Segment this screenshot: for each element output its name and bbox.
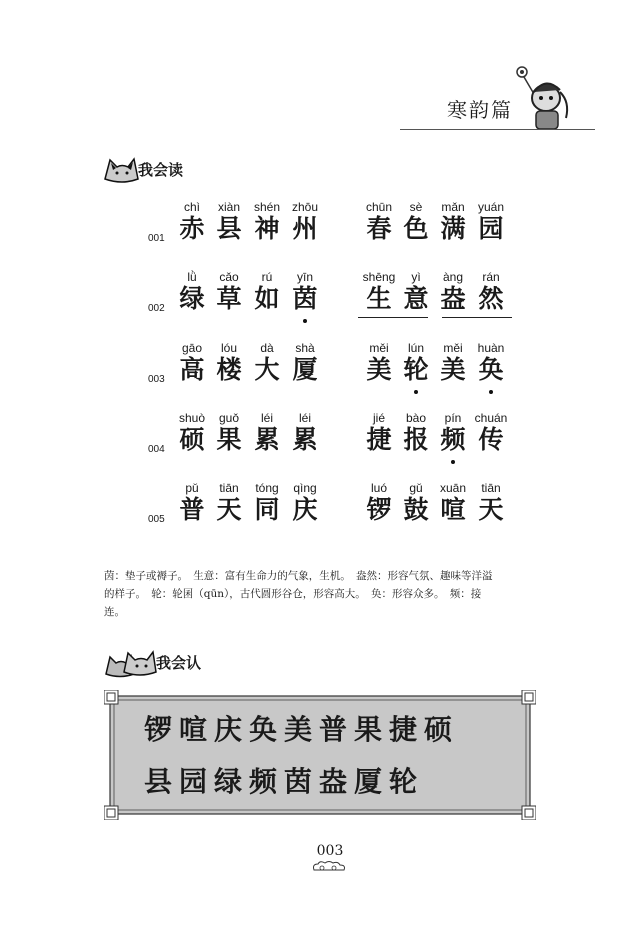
- page-section-title: 寒韵篇: [447, 98, 513, 122]
- recognize-line: 县园绿频茵盎厦轮: [144, 765, 425, 798]
- vocab-row: [148, 481, 528, 551]
- hanzi: 盎: [440, 284, 466, 313]
- note-line: 的样子。 轮：轮囷（qūn），古代圆形谷仓，形容高大。 奂：形容众多。 频：接: [104, 588, 482, 600]
- hanzi: 锣: [366, 495, 392, 524]
- hanzi: 轮: [403, 355, 429, 384]
- hanzi: 奂: [478, 355, 504, 384]
- hanzi: 神: [254, 214, 280, 243]
- hanzi: 赤: [179, 214, 205, 243]
- hanzi: 满: [440, 214, 466, 243]
- hanzi: 意: [403, 284, 429, 313]
- hanzi: 天: [216, 495, 242, 524]
- hanzi: 厦: [292, 355, 318, 384]
- hanzi: 天: [478, 495, 504, 524]
- vocab-row: [148, 411, 528, 481]
- hanzi: 普: [179, 495, 205, 524]
- hanzi: 大: [254, 355, 280, 384]
- row-number: 001: [148, 233, 165, 244]
- pinyin: guǒ: [218, 411, 240, 425]
- pinyin: léi: [298, 411, 311, 425]
- pinyin: cǎo: [219, 270, 239, 284]
- hanzi: 楼: [216, 355, 242, 384]
- pinyin: shà: [295, 341, 315, 355]
- vocab-row: [148, 341, 528, 411]
- hanzi: 捷: [366, 425, 392, 454]
- row-number: 002: [148, 303, 165, 314]
- pinyin: tiān: [219, 481, 239, 495]
- pinyin: dà: [260, 341, 274, 355]
- pinyin: tiān: [481, 481, 501, 495]
- pinyin: lóu: [220, 341, 237, 355]
- vocab-row: [148, 270, 528, 340]
- pinyin: àng: [442, 270, 464, 284]
- hanzi: 草: [216, 284, 242, 313]
- hanzi: 春: [366, 214, 392, 243]
- page-number: 003: [316, 843, 344, 859]
- pinyin: mǎn: [441, 200, 465, 214]
- hanzi: 州: [292, 214, 318, 243]
- pinyin: chuán: [474, 411, 508, 425]
- hanzi: 绿: [179, 284, 205, 313]
- hanzi: 生: [366, 284, 392, 313]
- pinyin: huàn: [477, 341, 505, 355]
- pinyin: rú: [261, 270, 273, 284]
- hanzi: 园: [478, 214, 504, 243]
- pinyin: shēng: [362, 270, 396, 284]
- pinyin: zhōu: [291, 200, 319, 214]
- pinyin: xuān: [439, 481, 467, 495]
- hanzi: 累: [254, 425, 280, 454]
- pinyin: léi: [260, 411, 273, 425]
- pinyin: chūn: [365, 200, 393, 214]
- header-divider: [400, 129, 595, 130]
- pinyin: shuò: [178, 411, 206, 425]
- mascot-illustration: [512, 62, 572, 132]
- recognize-char-box: [104, 690, 536, 820]
- pinyin: gǔ: [409, 481, 423, 495]
- pinyin: pǔ: [185, 481, 199, 495]
- hanzi: 美: [440, 355, 466, 384]
- pinyin: lǜ: [187, 270, 197, 284]
- pinyin: chì: [183, 200, 200, 214]
- pinyin: shén: [253, 200, 281, 214]
- hanzi: 然: [478, 284, 504, 313]
- emphasis-dot: [489, 390, 493, 394]
- word-underline: [358, 317, 428, 318]
- pinyin: qìng: [293, 481, 317, 495]
- hanzi: 鼓: [403, 495, 429, 524]
- pinyin: jié: [372, 411, 385, 425]
- pinyin: gāo: [181, 341, 203, 355]
- pinyin: luó: [370, 481, 387, 495]
- pinyin: měi: [443, 341, 463, 355]
- cloud-ornament-icon: [310, 860, 348, 874]
- emphasis-dot: [303, 319, 307, 323]
- hanzi: 茵: [292, 284, 318, 313]
- pinyin: měi: [369, 341, 389, 355]
- two-cats-icon: [104, 648, 158, 678]
- emphasis-dot: [414, 390, 418, 394]
- hanzi: 喧: [440, 495, 466, 524]
- cat-head-icon: [102, 155, 142, 185]
- pinyin: bào: [405, 411, 427, 425]
- hanzi: 硕: [179, 425, 205, 454]
- pinyin: yì: [411, 270, 421, 284]
- hanzi: 高: [179, 355, 205, 384]
- hanzi: 传: [478, 425, 504, 454]
- hanzi: 如: [254, 284, 280, 313]
- section-label: 我会读: [138, 161, 184, 179]
- word-underline: [442, 317, 512, 318]
- hanzi: 县: [216, 214, 242, 243]
- vocab-row: [148, 200, 528, 270]
- recognize-line: 锣喧庆奂美普果捷硕: [144, 713, 460, 746]
- pinyin: yuán: [477, 200, 505, 214]
- pinyin: yīn: [296, 270, 313, 284]
- hanzi: 美: [366, 355, 392, 384]
- pinyin: lún: [407, 341, 424, 355]
- section-label: 我会认: [156, 654, 202, 672]
- hanzi: 频: [440, 425, 466, 454]
- emphasis-dot: [451, 460, 455, 464]
- pinyin: pín: [444, 411, 462, 425]
- hanzi: 累: [292, 425, 318, 454]
- note-line: 茵：垫子或褥子。 生意：富有生命力的气象，生机。 盎然：形容气氛、趣味等洋溢: [104, 570, 493, 582]
- row-number: 003: [148, 374, 165, 385]
- note-line: 连。: [104, 606, 125, 618]
- row-number: 005: [148, 514, 165, 525]
- section-tag-recognize: [104, 648, 224, 674]
- pinyin: sè: [409, 200, 423, 214]
- hanzi: 果: [216, 425, 242, 454]
- pinyin: rán: [482, 270, 500, 284]
- pinyin: xiàn: [217, 200, 240, 214]
- hanzi: 色: [403, 214, 429, 243]
- hanzi: 同: [254, 495, 280, 524]
- hanzi: 庆: [292, 495, 318, 524]
- row-number: 004: [148, 444, 165, 455]
- pinyin: tóng: [255, 481, 279, 495]
- annotation-note: [104, 567, 564, 621]
- section-tag-read: [102, 155, 192, 181]
- hanzi: 报: [403, 425, 429, 454]
